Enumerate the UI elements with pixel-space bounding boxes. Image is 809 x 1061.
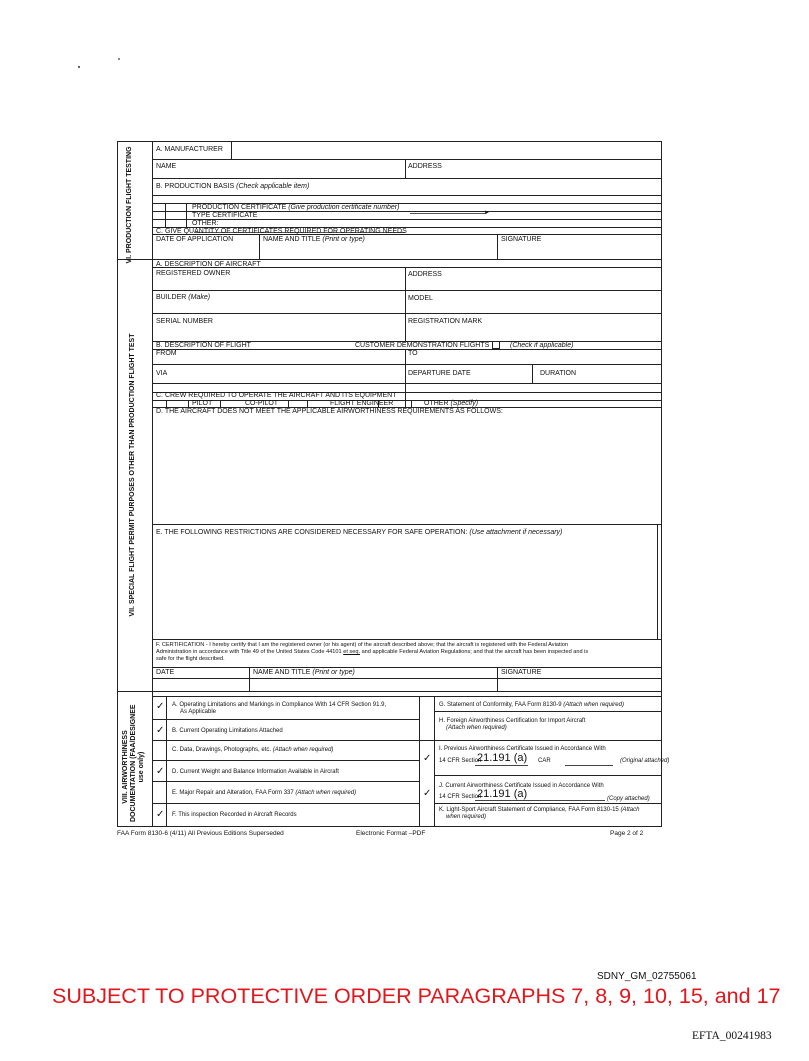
section-vii-label	[129, 295, 139, 655]
from-label: FROM	[156, 350, 177, 357]
crew-flight-engineer-label: FLIGHT ENGINEER	[330, 400, 394, 407]
builder-label	[156, 294, 210, 302]
opt-production-cert-text: PRODUCTION CERTIFICATE	[192, 204, 287, 211]
item-f: F. This inspection Recorded in Aircraft Records	[172, 812, 297, 818]
efta-number: EFTA_00241983	[692, 1030, 772, 1042]
certification-et-seq: et seq.	[343, 649, 360, 655]
arrow-mark: ►	[484, 210, 490, 216]
date-of-application-label: DATE OF APPLICATION	[156, 236, 234, 243]
manufacturer-address-label: ADDRESS	[408, 163, 442, 170]
item-h-line-1: H. Foreign Airworthiness Certification for Import Aircraft	[439, 718, 586, 724]
item-a-line-1: A. Operating Limitations and Markings in Compliance With 14 CFR Section 91.9,	[172, 702, 387, 708]
check-mark-f: ✓	[156, 809, 165, 820]
name-title-note: (Print or type)	[322, 236, 365, 243]
certification-name-title-note: (Print or type)	[312, 669, 355, 676]
restrictions-text: E. THE FOLLOWING RESTRICTIONS ARE CONSIDERED NECESSARY FOR SAFE OPERATION:	[156, 529, 468, 536]
customer-demo-checkbox[interactable]	[492, 341, 500, 349]
item-i-car: CAR	[538, 758, 551, 764]
certification-name-title-label	[253, 669, 355, 677]
item-b: B. Current Operating Limitations Attached	[172, 728, 283, 734]
item-k-line-2: when required)	[446, 814, 487, 820]
manufacturer-label: A. MANUFACTURER	[156, 146, 223, 153]
crew-pilot-label: PILOT	[192, 400, 213, 407]
item-j-section: 21.191 (a)	[477, 788, 528, 800]
registered-owner-label: REGISTERED OWNER	[156, 270, 231, 277]
item-k-note: (Attach	[620, 807, 640, 813]
item-c-note: (Attach when required)	[272, 747, 334, 753]
serial-number-label: SERIAL NUMBER	[156, 318, 213, 325]
item-a-line-2: As Applicable	[180, 709, 217, 715]
stray-mark	[78, 66, 80, 68]
section-viii-label-2: DOCUMENTATION (FAA/DESIGNEE	[130, 704, 137, 822]
certification-name-title-text: NAME AND TITLE	[253, 669, 311, 676]
form-id: FAA Form 8130-6 (4/11) All Previous Editions Superseded	[117, 830, 284, 837]
restrictions-label	[156, 529, 562, 537]
via-label: VIA	[156, 370, 168, 377]
crew-other-note: (Specify)	[450, 400, 479, 407]
section-viii-label-1: VIII. AIRWORTHINESS	[122, 730, 129, 804]
certification-line-3: safe for the flight described.	[156, 656, 225, 662]
certification-date-label: DATE	[156, 669, 175, 676]
departure-date-label: DEPARTURE DATE	[408, 370, 471, 377]
name-title-label	[263, 236, 365, 244]
production-basis-label	[156, 183, 309, 191]
item-e-text: E. Major Repair and Alteration, FAA Form 337	[172, 790, 294, 796]
check-mark-b: ✓	[156, 725, 165, 736]
item-e-note: (Attach when required)	[295, 790, 357, 796]
signature-label: SIGNATURE	[501, 236, 542, 243]
item-d: D. Current Weight and Balance Information Available in Aircraft	[172, 769, 339, 775]
certification-line-2	[156, 649, 660, 656]
item-c	[172, 746, 333, 754]
not-meet-label: D. THE AIRCRAFT DOES NOT MEET THE APPLICABLE AIRWORTHINESS REQUIREMENTS AS FOLLOWS:	[156, 408, 503, 415]
section-vi-label-text: VI. PRODUCTION FLIGHT TESTING	[126, 146, 133, 264]
section-vi-label	[126, 145, 144, 265]
description-flight-label: B. DESCRIPTION OF FLIGHT	[156, 342, 251, 349]
restrictions-note: (Use attachment if necessary)	[469, 529, 563, 536]
opt-production-cert-note: (Give production certificate number)	[288, 204, 400, 211]
item-g-text: G. Statement of Conformity, FAA Form 8130-9	[439, 702, 562, 708]
item-g-note: (Attach when required)	[563, 702, 624, 708]
item-e	[172, 789, 356, 797]
crew-copilot-label: CO-PILOT	[245, 400, 279, 407]
check-mark-d: ✓	[156, 766, 165, 777]
check-mark-i: ✓	[423, 753, 432, 764]
model-label: MODEL	[408, 295, 433, 302]
builder-note: (Make)	[188, 294, 211, 301]
crew-other-text: OTHER	[424, 400, 449, 407]
item-h-line-2: (Attach when required)	[446, 725, 507, 731]
check-mark-j: ✓	[423, 788, 432, 799]
protective-order-stamp: SUBJECT TO PROTECTIVE ORDER PARAGRAPHS 7, 8, 9, 10, 15, and 17	[52, 984, 781, 1008]
production-basis-note: (Check applicable item)	[236, 183, 310, 190]
certification-line-2a: Administration in accordance with Title 49 of the United States Code 44101	[156, 649, 342, 655]
customer-demo-label: CUSTOMER DEMONSTRATION FLIGHTS	[355, 342, 490, 349]
item-i-line-1: I. Previous Airworthiness Certificate Issued in Accordance With	[439, 746, 606, 752]
manufacturer-name-label: NAME	[156, 163, 177, 170]
page-number: Page 2 of 2	[610, 830, 644, 837]
crew-other-label	[424, 400, 478, 408]
owner-address-label: ADDRESS	[408, 271, 442, 278]
section-viii-label	[122, 704, 148, 822]
item-i-section: 21.191 (a)	[477, 752, 528, 764]
certification-text	[156, 642, 660, 663]
to-label: TO	[408, 350, 418, 357]
item-j-note: (Copy attached)	[607, 796, 650, 802]
builder-text: BUILDER	[156, 294, 187, 301]
name-title-text: NAME AND TITLE	[263, 236, 321, 243]
section-vii-label-text: VII. SPECIAL FLIGHT PERMIT PURPOSES OTHER THAN PRODUCTION FLIGHT TEST	[129, 333, 136, 617]
bates-number: SDNY_GM_02755061	[597, 971, 697, 982]
duration-label: DURATION	[540, 370, 577, 377]
check-mark-a: ✓	[156, 701, 165, 712]
registration-mark-label: REGISTRATION MARK	[408, 318, 483, 325]
quantity-label: C. GIVE QUANTITY OF CERTIFICATES REQUIRED FOR OPERATING NEEDS	[156, 228, 407, 235]
item-k-text: K. Light-Sport Aircraft Statement of Compliance, FAA Form 8130-15	[439, 807, 619, 813]
certification-line-1: F. CERTIFICATION - I hereby certify that I am the registered owner (or his agent) of the aircraft described above; that the aircraft is registered with the Federal Aviation	[156, 642, 568, 648]
crew-label: C. CREW REQUIRED TO OPERATE THE AIRCRAFT AND ITS EQUIPMENT	[156, 392, 397, 399]
opt-production-cert	[192, 204, 399, 212]
format-label: Electronic Format –PDF	[356, 830, 426, 837]
item-i-cfr: 14 CFR Section	[439, 758, 482, 764]
item-j-cfr: 14 CFR Section	[439, 794, 482, 800]
customer-demo-note: (Check if applicable)	[510, 342, 574, 349]
stray-mark	[118, 58, 120, 60]
section-viii-label-3: use only)	[138, 751, 145, 783]
item-g	[439, 701, 624, 709]
description-aircraft-label: A. DESCRIPTION OF AIRCRAFT	[156, 261, 261, 268]
certification-signature-label: SIGNATURE	[501, 669, 542, 676]
production-basis-text: B. PRODUCTION BASIS	[156, 183, 235, 190]
item-i-note: (Original attached)	[620, 758, 670, 764]
item-c-text: C. Data, Drawings, Photographs, etc.	[172, 747, 272, 753]
certification-line-2b: and applicable Federal Aviation Regulations; and that the aircraft has been inspected and is	[361, 649, 589, 655]
item-j-line-1: J. Current Airworthiness Certificate Issued in Accordance With	[439, 783, 604, 789]
opt-type-cert: TYPE CERTIFICATE	[192, 212, 258, 219]
opt-other: OTHER:	[192, 220, 219, 227]
